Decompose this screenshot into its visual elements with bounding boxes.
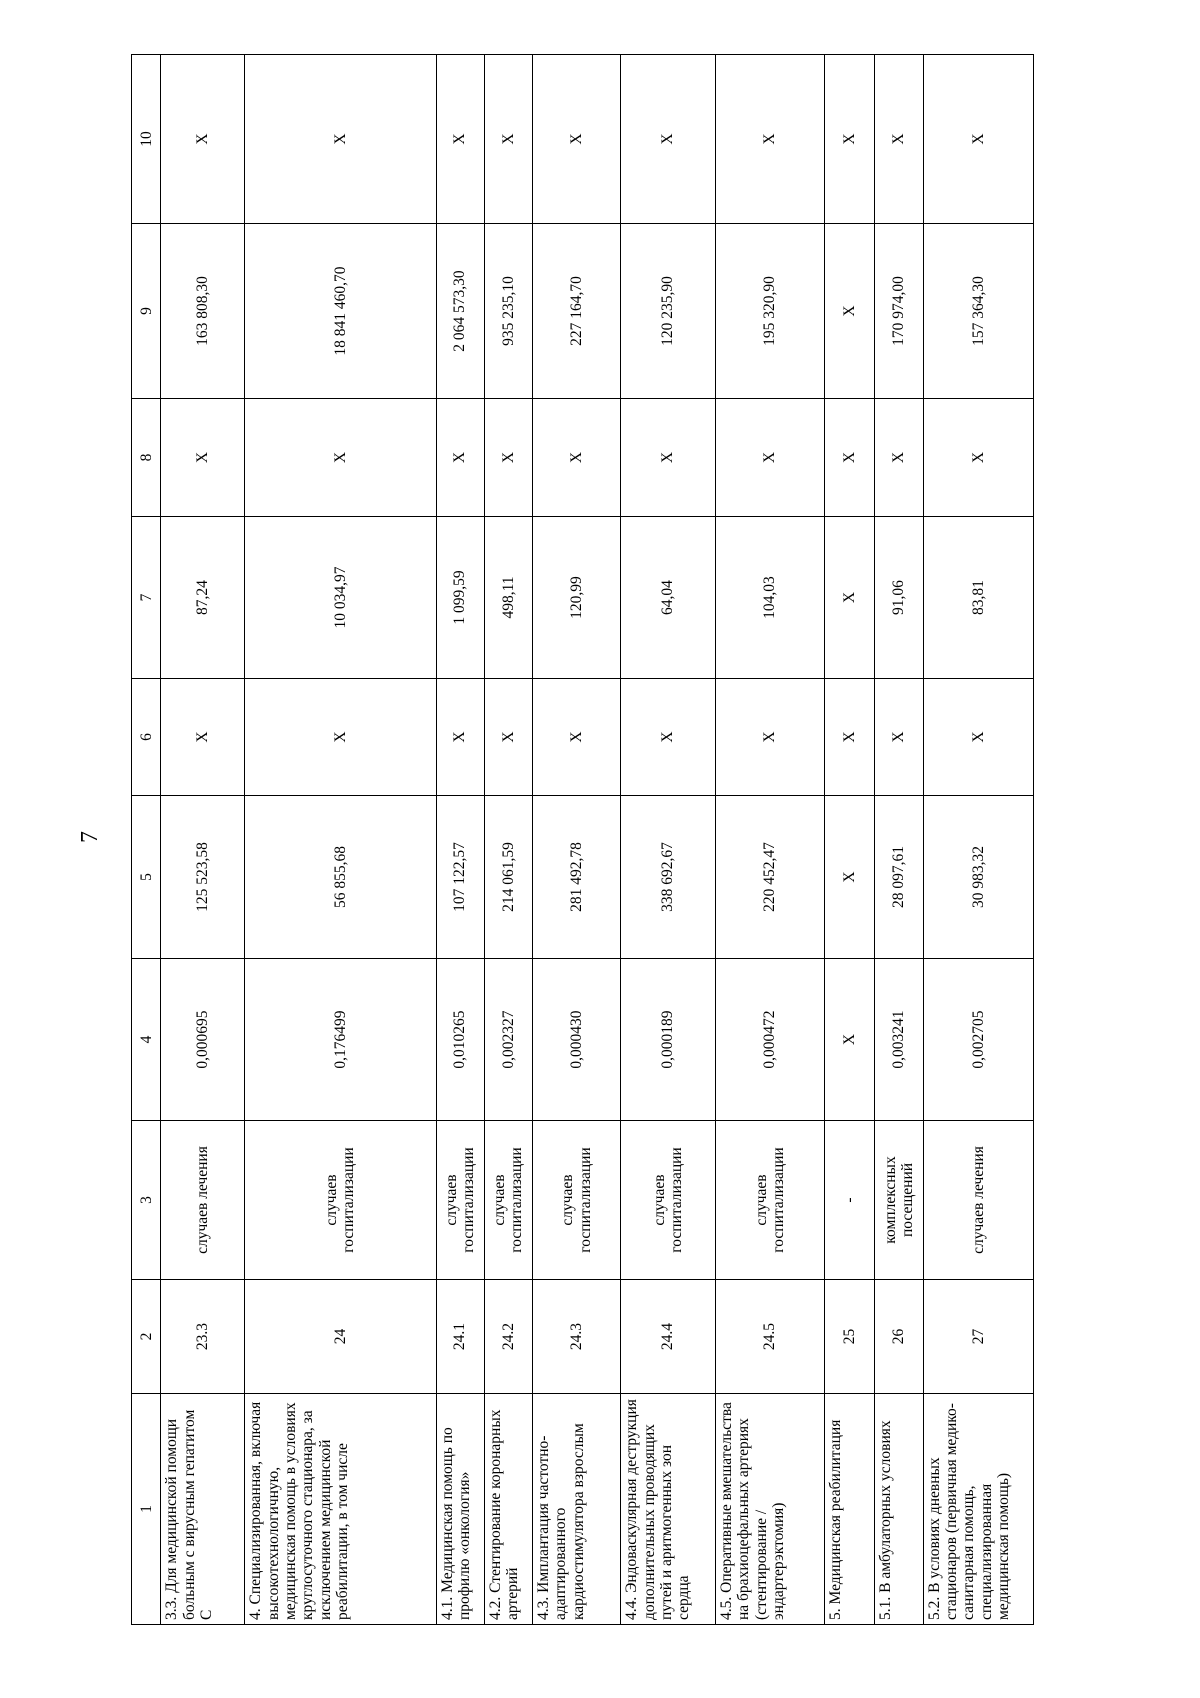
header-cell-10: 10 (132, 55, 161, 224)
cell-col-6: X (621, 679, 716, 796)
cell-col-4: 0,002705 (923, 959, 1033, 1121)
cell-col-8: X (484, 399, 532, 517)
cell-col-10: X (436, 55, 484, 224)
cell-col-4: 0,000430 (533, 959, 621, 1121)
header-cell-8: 8 (132, 399, 161, 517)
cell-col-2: 24.5 (715, 1280, 824, 1394)
table-row (825, 55, 875, 1625)
header-cell-1: 1 (132, 1394, 161, 1625)
cell-col-5: 30 983,32 (923, 796, 1033, 959)
cell-col-9: X (825, 224, 875, 399)
cell-col-2: 23.3 (161, 1280, 245, 1394)
cell-col-6: X (923, 679, 1033, 796)
cell-col-3: случаев госпитализации (621, 1121, 716, 1280)
cell-col-1: 5.2. В условиях дневных стационаров (первичная медико-санитарная помощь, специализированная медицинская помощь) (923, 1394, 1033, 1625)
cell-col-10: X (875, 55, 923, 224)
cell-col-8: X (245, 399, 436, 517)
cell-col-2: 25 (825, 1280, 875, 1394)
cell-col-8: X (715, 399, 824, 517)
cell-col-4: 0,010265 (436, 959, 484, 1121)
cell-col-10: X (533, 55, 621, 224)
cell-col-9: 120 235,90 (621, 224, 716, 399)
header-cell-9: 9 (132, 224, 161, 399)
header-cell-2: 2 (132, 1280, 161, 1394)
table-row (621, 55, 716, 1625)
table-row (533, 55, 621, 1625)
cell-col-10: X (484, 55, 532, 224)
cell-col-9: 170 974,00 (875, 224, 923, 399)
cell-col-2: 24.4 (621, 1280, 716, 1394)
cell-col-7: X (825, 517, 875, 679)
cell-col-6: X (245, 679, 436, 796)
cell-col-6: X (161, 679, 245, 796)
cell-col-10: X (825, 55, 875, 224)
header-cell-3: 3 (132, 1121, 161, 1280)
cell-col-3: случаев госпитализации (484, 1121, 532, 1280)
cell-col-6: X (825, 679, 875, 796)
cell-col-7: 120,99 (533, 517, 621, 679)
table-row (875, 55, 923, 1625)
cell-col-7: 498,11 (484, 517, 532, 679)
cell-col-10: X (621, 55, 716, 224)
cell-col-4: 0,000472 (715, 959, 824, 1121)
header-cell-5: 5 (132, 796, 161, 959)
cell-col-1: 5. Медицинская реабилитация (825, 1394, 875, 1625)
cell-col-9: 195 320,90 (715, 224, 824, 399)
cell-col-10: X (715, 55, 824, 224)
table-row (484, 55, 532, 1625)
cell-col-1: 4. Специализированная, включая высокотехнологичную, медицинская помощь в условиях круглосуточного стационара, за исключением медицинской реабилитации, в том числе (245, 1394, 436, 1625)
cell-col-7: 87,24 (161, 517, 245, 679)
cell-col-3: случаев лечения (161, 1121, 245, 1280)
cell-col-5: 28 097,61 (875, 796, 923, 959)
cell-col-3: случаев лечения (923, 1121, 1033, 1280)
cell-col-8: X (923, 399, 1033, 517)
cell-col-7: 10 034,97 (245, 517, 436, 679)
cell-col-8: X (533, 399, 621, 517)
cell-col-4: 0,176499 (245, 959, 436, 1121)
cell-col-3: случаев госпитализации (245, 1121, 436, 1280)
norms-table (131, 54, 1034, 1625)
cell-col-8: X (875, 399, 923, 517)
cell-col-3: комплексных посещений (875, 1121, 923, 1280)
cell-col-5: 107 122,57 (436, 796, 484, 959)
cell-col-4: 0,002327 (484, 959, 532, 1121)
cell-col-4: 0,000695 (161, 959, 245, 1121)
cell-col-1: 5.1. В амбулаторных условиях (875, 1394, 923, 1625)
cell-col-7: 64,04 (621, 517, 716, 679)
cell-col-8: X (825, 399, 875, 517)
cell-col-6: X (484, 679, 532, 796)
cell-col-8: X (161, 399, 245, 517)
cell-col-10: X (161, 55, 245, 224)
cell-col-6: X (875, 679, 923, 796)
cell-col-8: X (436, 399, 484, 517)
cell-col-9: 18 841 460,70 (245, 224, 436, 399)
cell-col-1: 4.5. Оперативные вмешательства на брахиоцефальных артериях (стентирование / эндартерэктомия) (715, 1394, 824, 1625)
cell-col-7: 1 099,59 (436, 517, 484, 679)
cell-col-9: 2 064 573,30 (436, 224, 484, 399)
cell-col-1: 4.3. Имплантация частотно-адаптированного кардиостимулятора взрослым (533, 1394, 621, 1625)
cell-col-8: X (621, 399, 716, 517)
cell-col-9: 227 164,70 (533, 224, 621, 399)
cell-col-7: 91,06 (875, 517, 923, 679)
cell-col-5: 56 855,68 (245, 796, 436, 959)
cell-col-2: 24.1 (436, 1280, 484, 1394)
cell-col-6: X (715, 679, 824, 796)
cell-col-5: 220 452,47 (715, 796, 824, 959)
table-header-row (132, 55, 161, 1625)
cell-col-2: 24.2 (484, 1280, 532, 1394)
cell-col-3: случаев госпитализации (436, 1121, 484, 1280)
cell-col-2: 26 (875, 1280, 923, 1394)
cell-col-10: X (245, 55, 436, 224)
cell-col-1: 3.3. Для медицинской помощи больным с вирусным гепатитом С (161, 1394, 245, 1625)
cell-col-6: X (533, 679, 621, 796)
cell-col-3: случаев госпитализации (533, 1121, 621, 1280)
cell-col-5: 125 523,58 (161, 796, 245, 959)
cell-col-7: 104,03 (715, 517, 824, 679)
cell-col-9: 163 808,30 (161, 224, 245, 399)
table-row (923, 55, 1033, 1625)
cell-col-5: X (825, 796, 875, 959)
cell-col-5: 214 061,59 (484, 796, 532, 959)
cell-col-2: 24 (245, 1280, 436, 1394)
cell-col-4: X (825, 959, 875, 1121)
cell-col-6: X (436, 679, 484, 796)
cell-col-3: - (825, 1121, 875, 1280)
cell-col-7: 83,81 (923, 517, 1033, 679)
header-cell-7: 7 (132, 517, 161, 679)
cell-col-5: 281 492,78 (533, 796, 621, 959)
rotated-table-wrapper (131, 55, 1034, 1625)
table-row (245, 55, 436, 1625)
cell-col-4: 0,003241 (875, 959, 923, 1121)
cell-col-2: 24.3 (533, 1280, 621, 1394)
cell-col-9: 157 364,30 (923, 224, 1033, 399)
cell-col-3: случаев госпитализации (715, 1121, 824, 1280)
header-cell-6: 6 (132, 679, 161, 796)
cell-col-1: 4.4. Эндоваскулярная деструкция дополнительных проводящих путей и аритмогенных зон сердца (621, 1394, 716, 1625)
page-number: 7 (77, 831, 103, 843)
cell-col-10: X (923, 55, 1033, 224)
table-row (436, 55, 484, 1625)
cell-col-5: 338 692,67 (621, 796, 716, 959)
cell-col-1: 4.1. Медицинская помощь по профилю «онкология» (436, 1394, 484, 1625)
header-cell-4: 4 (132, 959, 161, 1121)
cell-col-9: 935 235,10 (484, 224, 532, 399)
cell-col-1: 4.2. Стентирование коронарных артерий (484, 1394, 532, 1625)
cell-col-2: 27 (923, 1280, 1033, 1394)
cell-col-4: 0,000189 (621, 959, 716, 1121)
table-row (161, 55, 245, 1625)
table-row (715, 55, 824, 1625)
